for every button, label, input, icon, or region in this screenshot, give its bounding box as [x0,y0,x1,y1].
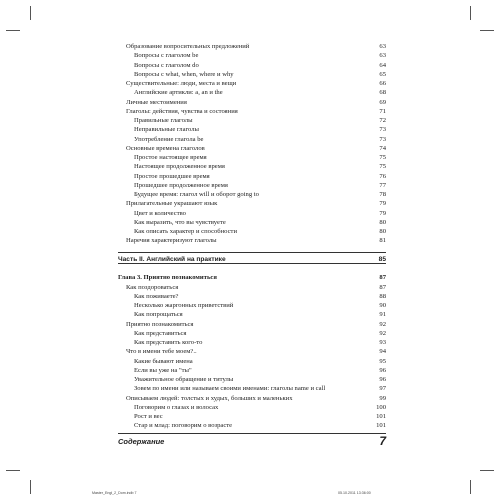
toc-entry-title: Несколько жаргонных приветствий [134,302,234,309]
toc-entry [118,236,386,245]
toc-entry-page: 64 [379,61,386,69]
toc-entry [118,218,386,227]
toc-entry-page: 87 [379,283,386,291]
toc-entry [118,301,386,310]
toc-entry [118,403,386,412]
toc-entry [118,375,386,384]
toc-entry-page: 101 [376,422,386,430]
print-slug-timestamp: 05.10.2011 13:36:00 [338,491,371,495]
toc-entry-page: 92 [379,329,386,337]
toc-entry-title: Прошедшее продолженное время [134,181,228,189]
crop-mark [6,470,20,471]
toc-entry-page: 91 [379,311,386,319]
toc-entry-page: 73 [379,126,386,134]
toc-entry [118,310,386,319]
part-rule-top [118,252,386,253]
toc-entry-title: Что в имени тебе моем?.. [126,348,197,356]
toc-entry [118,209,386,218]
toc-entry-page: 94 [379,348,386,356]
toc-entry-title: Личные местоимения [126,98,187,106]
toc-entry-page: 87 [379,274,386,282]
toc-entry-page: 72 [379,117,386,124]
toc-entry-page: 79 [379,200,386,208]
toc-entry [118,125,386,134]
toc-entry-title: Правильные глаголы [134,117,193,124]
toc-entry [118,412,386,421]
toc-entry-page: 92 [379,320,386,328]
toc-entry-title: Вопросы с глаголом do [134,61,199,69]
toc-entry [118,199,386,208]
toc-entry-title: Как попрощаться [134,311,183,319]
crop-mark [480,470,494,471]
toc-entry-page: 63 [379,43,386,50]
toc-entry [118,181,386,190]
toc-entry [118,98,386,107]
toc-entry-title: Как представиться [134,329,187,337]
toc-entry [118,227,386,236]
toc-entry-title: Прилагательные украшают язык [126,200,218,208]
toc-entry-title: Как поживаете? [134,292,179,300]
toc-entry-page: 78 [379,191,386,198]
toc-entry-page: 65 [379,70,386,78]
toc-entry-title: Вопросы с what, when, where и why [134,70,234,78]
toc-entry-title: Часть II. Английский на практике [118,255,226,263]
footer-page-number: 7 [379,434,386,448]
toc-entry-title: Описываем людей: толстых и худых, больших и маленьких [126,394,293,402]
toc-entry-title: Цвет и количество [134,209,186,217]
toc-entry-page: 75 [379,154,386,161]
part-rule-bottom [118,263,386,264]
toc-entry [118,42,386,51]
toc-entry-title: Существительные: люди, места и вещи [126,80,237,87]
toc-entry-page: 95 [379,357,386,365]
crop-mark [30,6,31,20]
toc-entry-title: Приятно познакомиться [126,320,194,328]
toc-entry-page: 74 [379,144,386,152]
toc-entry-title: Рост и вес [134,413,163,420]
toc-entry [118,394,386,403]
crop-mark [480,30,494,31]
toc-entry [118,366,386,375]
toc-entry [118,51,386,60]
toc-chapter [118,273,386,282]
toc-entry-page: 63 [379,52,386,60]
footer-rule [118,433,386,434]
toc-entry-page: 97 [379,385,386,393]
toc-entry [118,292,386,301]
table-of-contents [118,42,386,431]
crop-mark [470,6,471,20]
toc-entry-page: 66 [379,80,386,87]
toc-entry [118,144,386,153]
toc-entry-title: Как выразить, что вы чувствуете [134,218,226,226]
toc-spacer [118,264,386,273]
toc-entry-page: 90 [379,302,386,309]
toc-entry-title: Образование вопросительных предложений [126,43,250,50]
toc-entry-title: Глава 3. Приятно познакомиться [118,274,217,282]
toc-entry [118,116,386,125]
toc-spacer [118,246,386,255]
toc-entry-title: Уважительное обращение и титулы [134,376,234,383]
toc-entry-title: Простое настоящее время [134,154,207,161]
toc-entry-page: 93 [379,339,386,346]
toc-entry-page: 96 [379,366,386,374]
toc-entry-title: Наречия характеризуют глаголы [126,237,217,245]
toc-entry-title: Поговорим о глазах и волосах [134,403,219,411]
toc-entry-page: 81 [379,237,386,245]
toc-entry-page: 101 [376,413,386,420]
toc-entry-page: 88 [379,292,386,300]
toc-entry-page: 80 [379,218,386,226]
toc-entry-title: Основные времена глаголов [126,144,205,152]
toc-entry [118,153,386,162]
toc-entry-title: Глаголы: действия, чувства и состояния [126,107,238,115]
toc-entry [118,320,386,329]
toc-entry [118,79,386,88]
toc-entry-page: 71 [379,107,386,115]
toc-entry [118,329,386,338]
print-slug-file: Master_Engl_2_Dom.indb 7 [92,491,137,495]
toc-entry [118,338,386,347]
toc-entry-page: 69 [379,98,386,106]
toc-entry-title: Если вы уже на "ты" [134,366,192,374]
toc-entry-page: 76 [379,172,386,180]
crop-mark [30,480,31,494]
toc-entry-page: 85 [378,255,386,263]
toc-entry [118,421,386,430]
toc-entry-page: 100 [376,403,386,411]
toc-entry-page: 96 [379,376,386,383]
toc-entry-title: Как поздороваться [126,283,179,291]
toc-entry-title: Стар и млад: поговорим о возрасте [134,422,233,430]
toc-entry [118,135,386,144]
toc-entry [118,283,386,292]
toc-entry-page: 73 [379,135,386,143]
toc-entry-title: Употребление глагола be [134,135,204,143]
toc-entry [118,384,386,393]
page-footer [118,434,386,449]
toc-entry [118,61,386,70]
crop-mark [6,30,20,31]
toc-entry [118,347,386,356]
toc-entry [118,357,386,366]
toc-entry-title: Как описать характер и способности [134,228,237,235]
toc-entry-page: 77 [379,181,386,189]
toc-entry-title: Какие бывают имена [134,357,193,365]
toc-entry-title: Будущее время: глагол will и оборот going to [134,191,259,198]
toc-entry-page: 79 [379,209,386,217]
toc-entry-title: Настоящее продолженное время [134,163,225,171]
toc-entry [118,190,386,199]
toc-entry [118,162,386,171]
toc-entry [118,172,386,181]
toc-entry-page: 80 [379,228,386,235]
footer-section-title: Содержание [118,437,165,446]
toc-entry-page: 68 [379,89,386,97]
toc-entry [118,70,386,79]
toc-entry-title: Как представить кого-то [134,339,203,346]
toc-entry-page: 75 [379,163,386,171]
toc-entry-title: Зовем по имени или называем своими именами: глаголы name и call [134,385,326,393]
toc-entry [118,107,386,116]
toc-entry-title: Английские артикли: a, an и the [134,89,223,97]
crop-mark [470,480,471,494]
toc-entry-title: Вопросы с глаголом be [134,52,199,60]
toc-entry [118,88,386,97]
toc-entry-title: Простое прошедшее время [134,172,210,180]
toc-entry-page: 99 [379,394,386,402]
toc-entry-title: Неправильные глаголы [134,126,199,134]
